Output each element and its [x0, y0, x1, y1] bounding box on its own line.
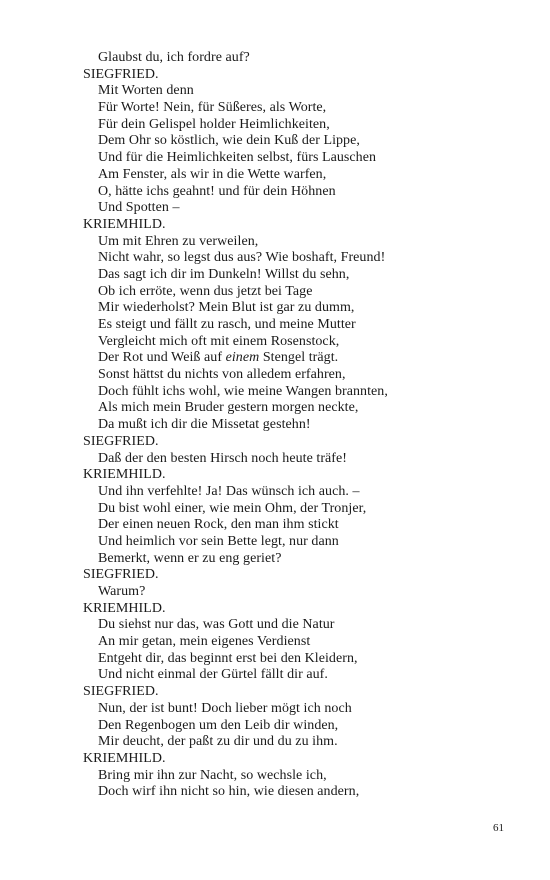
verse-line	[83, 117, 523, 134]
line-text: Für dein Gelispel holder Heimlichkeiten,	[98, 116, 330, 132]
line-text: KRIEMHILD.	[83, 750, 166, 766]
line-text: Du siehst nur das, was Gott und die Natur	[98, 617, 335, 633]
line-text: Nicht wahr, so legst dus aus? Wie boshaft, Freund!	[98, 250, 386, 266]
line-text: Den Regenbogen um den Leib dir winden,	[98, 717, 339, 733]
verse-line	[83, 667, 523, 684]
verse-line	[83, 234, 523, 251]
line-text: SIEGFRIED.	[83, 684, 159, 700]
line-text: Als mich mein Bruder gestern morgen neckte,	[98, 400, 359, 416]
line-text: Der einen neuen Rock, den man ihm stickt	[98, 517, 339, 533]
line-text: Das sagt ich dir im Dunkeln! Willst du sehn,	[98, 266, 350, 282]
verse-line	[83, 651, 523, 668]
verse-line	[83, 317, 523, 334]
verse-line	[83, 417, 523, 434]
speaker-name	[83, 567, 523, 584]
verse-line	[83, 451, 523, 468]
line-text: Warum?	[98, 584, 146, 599]
speaker-name	[83, 684, 523, 701]
line-text: KRIEMHILD.	[83, 467, 166, 483]
verse-line	[83, 350, 523, 367]
line-text: Daß der den besten Hirsch noch heute träfe!	[98, 450, 347, 466]
line-text: Entgeht dir, das beginnt erst bei den Kleidern,	[98, 650, 358, 666]
verse-line	[83, 50, 523, 67]
verse-line	[83, 784, 523, 801]
line-text: Und nicht einmal der Gürtel fällt dir auf.	[98, 667, 328, 683]
line-text: Nun, der ist bunt! Doch lieber mögt ich noch	[98, 700, 352, 716]
verse-line	[83, 484, 523, 501]
verse-line	[83, 534, 523, 551]
line-text: Ob ich erröte, wenn dus jetzt bei Tage	[98, 283, 313, 299]
verse-line	[83, 267, 523, 284]
verse-line	[83, 150, 523, 167]
emphasized-word: einem	[225, 350, 260, 366]
verse-line	[83, 167, 523, 184]
line-text: Doch fühlt ichs wohl, wie meine Wangen brannten,	[98, 383, 388, 399]
page-number: 61	[493, 822, 504, 834]
line-text-after: Stengel trägt.	[259, 350, 339, 366]
line-text: SIEGFRIED.	[83, 66, 159, 82]
line-text: SIEGFRIED.	[83, 433, 159, 449]
line-text: Und für die Heimlichkeiten selbst, fürs Lauschen	[98, 150, 377, 166]
drama-text	[83, 50, 523, 801]
verse-line	[83, 300, 523, 317]
line-text: Mir deucht, der paßt zu dir und du zu ihm.	[98, 734, 338, 750]
verse-line	[83, 367, 523, 384]
speaker-name	[83, 751, 523, 768]
line-text: Für Worte! Nein, für Süßeres, als Worte,	[98, 100, 327, 116]
line-text: Der Rot und Weiß auf	[98, 350, 226, 366]
verse-line	[83, 634, 523, 651]
verse-line	[83, 100, 523, 117]
line-text: Mir wiederholst? Mein Blut ist gar zu dumm,	[98, 300, 355, 316]
line-text: Glaubst du, ich fordre auf?	[98, 50, 250, 65]
verse-line	[83, 734, 523, 751]
speaker-name	[83, 217, 523, 234]
verse-line	[83, 284, 523, 301]
speaker-name	[83, 467, 523, 484]
line-text: Und heimlich vor sein Bette legt, nur dann	[98, 533, 339, 549]
line-text: KRIEMHILD.	[83, 600, 166, 616]
line-text: Es steigt und fällt zu rasch, und meine Mutter	[98, 317, 356, 332]
line-text: Dem Ohr so köstlich, wie dein Kuß der Lippe,	[98, 133, 360, 149]
line-text: An mir getan, mein eigenes Verdienst	[98, 634, 311, 650]
line-text: Du bist wohl einer, wie mein Ohm, der Tronjer,	[98, 500, 367, 516]
verse-line	[83, 584, 523, 601]
line-text: Und Spotten –	[98, 200, 180, 216]
line-text: Sonst hättst du nichts von alledem erfahren,	[98, 367, 346, 383]
verse-line	[83, 250, 523, 267]
verse-line	[83, 334, 523, 351]
verse-line	[83, 184, 523, 201]
verse-line	[83, 200, 523, 217]
line-text: Bemerkt, wenn er zu eng geriet?	[98, 550, 282, 566]
verse-line	[83, 384, 523, 401]
verse-line	[83, 551, 523, 568]
line-text: O, hätte ichs geahnt! und für dein Höhnen	[98, 183, 336, 199]
verse-line	[83, 701, 523, 718]
line-text: Vergleicht mich oft mit einem Rosenstock,	[98, 333, 340, 349]
verse-line	[83, 718, 523, 735]
verse-line	[83, 133, 523, 150]
verse-line	[83, 501, 523, 518]
speaker-name	[83, 434, 523, 451]
line-text: Um mit Ehren zu verweilen,	[98, 233, 259, 249]
line-text: Da mußt ich dir die Missetat gestehn!	[98, 417, 311, 433]
line-text: Am Fenster, als wir in die Wette warfen,	[98, 166, 327, 182]
speaker-name	[83, 601, 523, 618]
speaker-name	[83, 67, 523, 84]
line-text: Doch wirf ihn nicht so hin, wie diesen andern,	[98, 784, 360, 800]
line-text: Bring mir ihn zur Nacht, so wechsle ich,	[98, 767, 327, 783]
verse-line	[83, 617, 523, 634]
verse-line	[83, 83, 523, 100]
line-text: SIEGFRIED.	[83, 567, 159, 583]
verse-line	[83, 768, 523, 785]
verse-line	[83, 517, 523, 534]
line-text: Mit Worten denn	[98, 83, 194, 99]
verse-line	[83, 400, 523, 417]
line-text: Und ihn verfehlte! Ja! Das wünsch ich auch. –	[98, 483, 360, 499]
line-text: KRIEMHILD.	[83, 216, 166, 232]
